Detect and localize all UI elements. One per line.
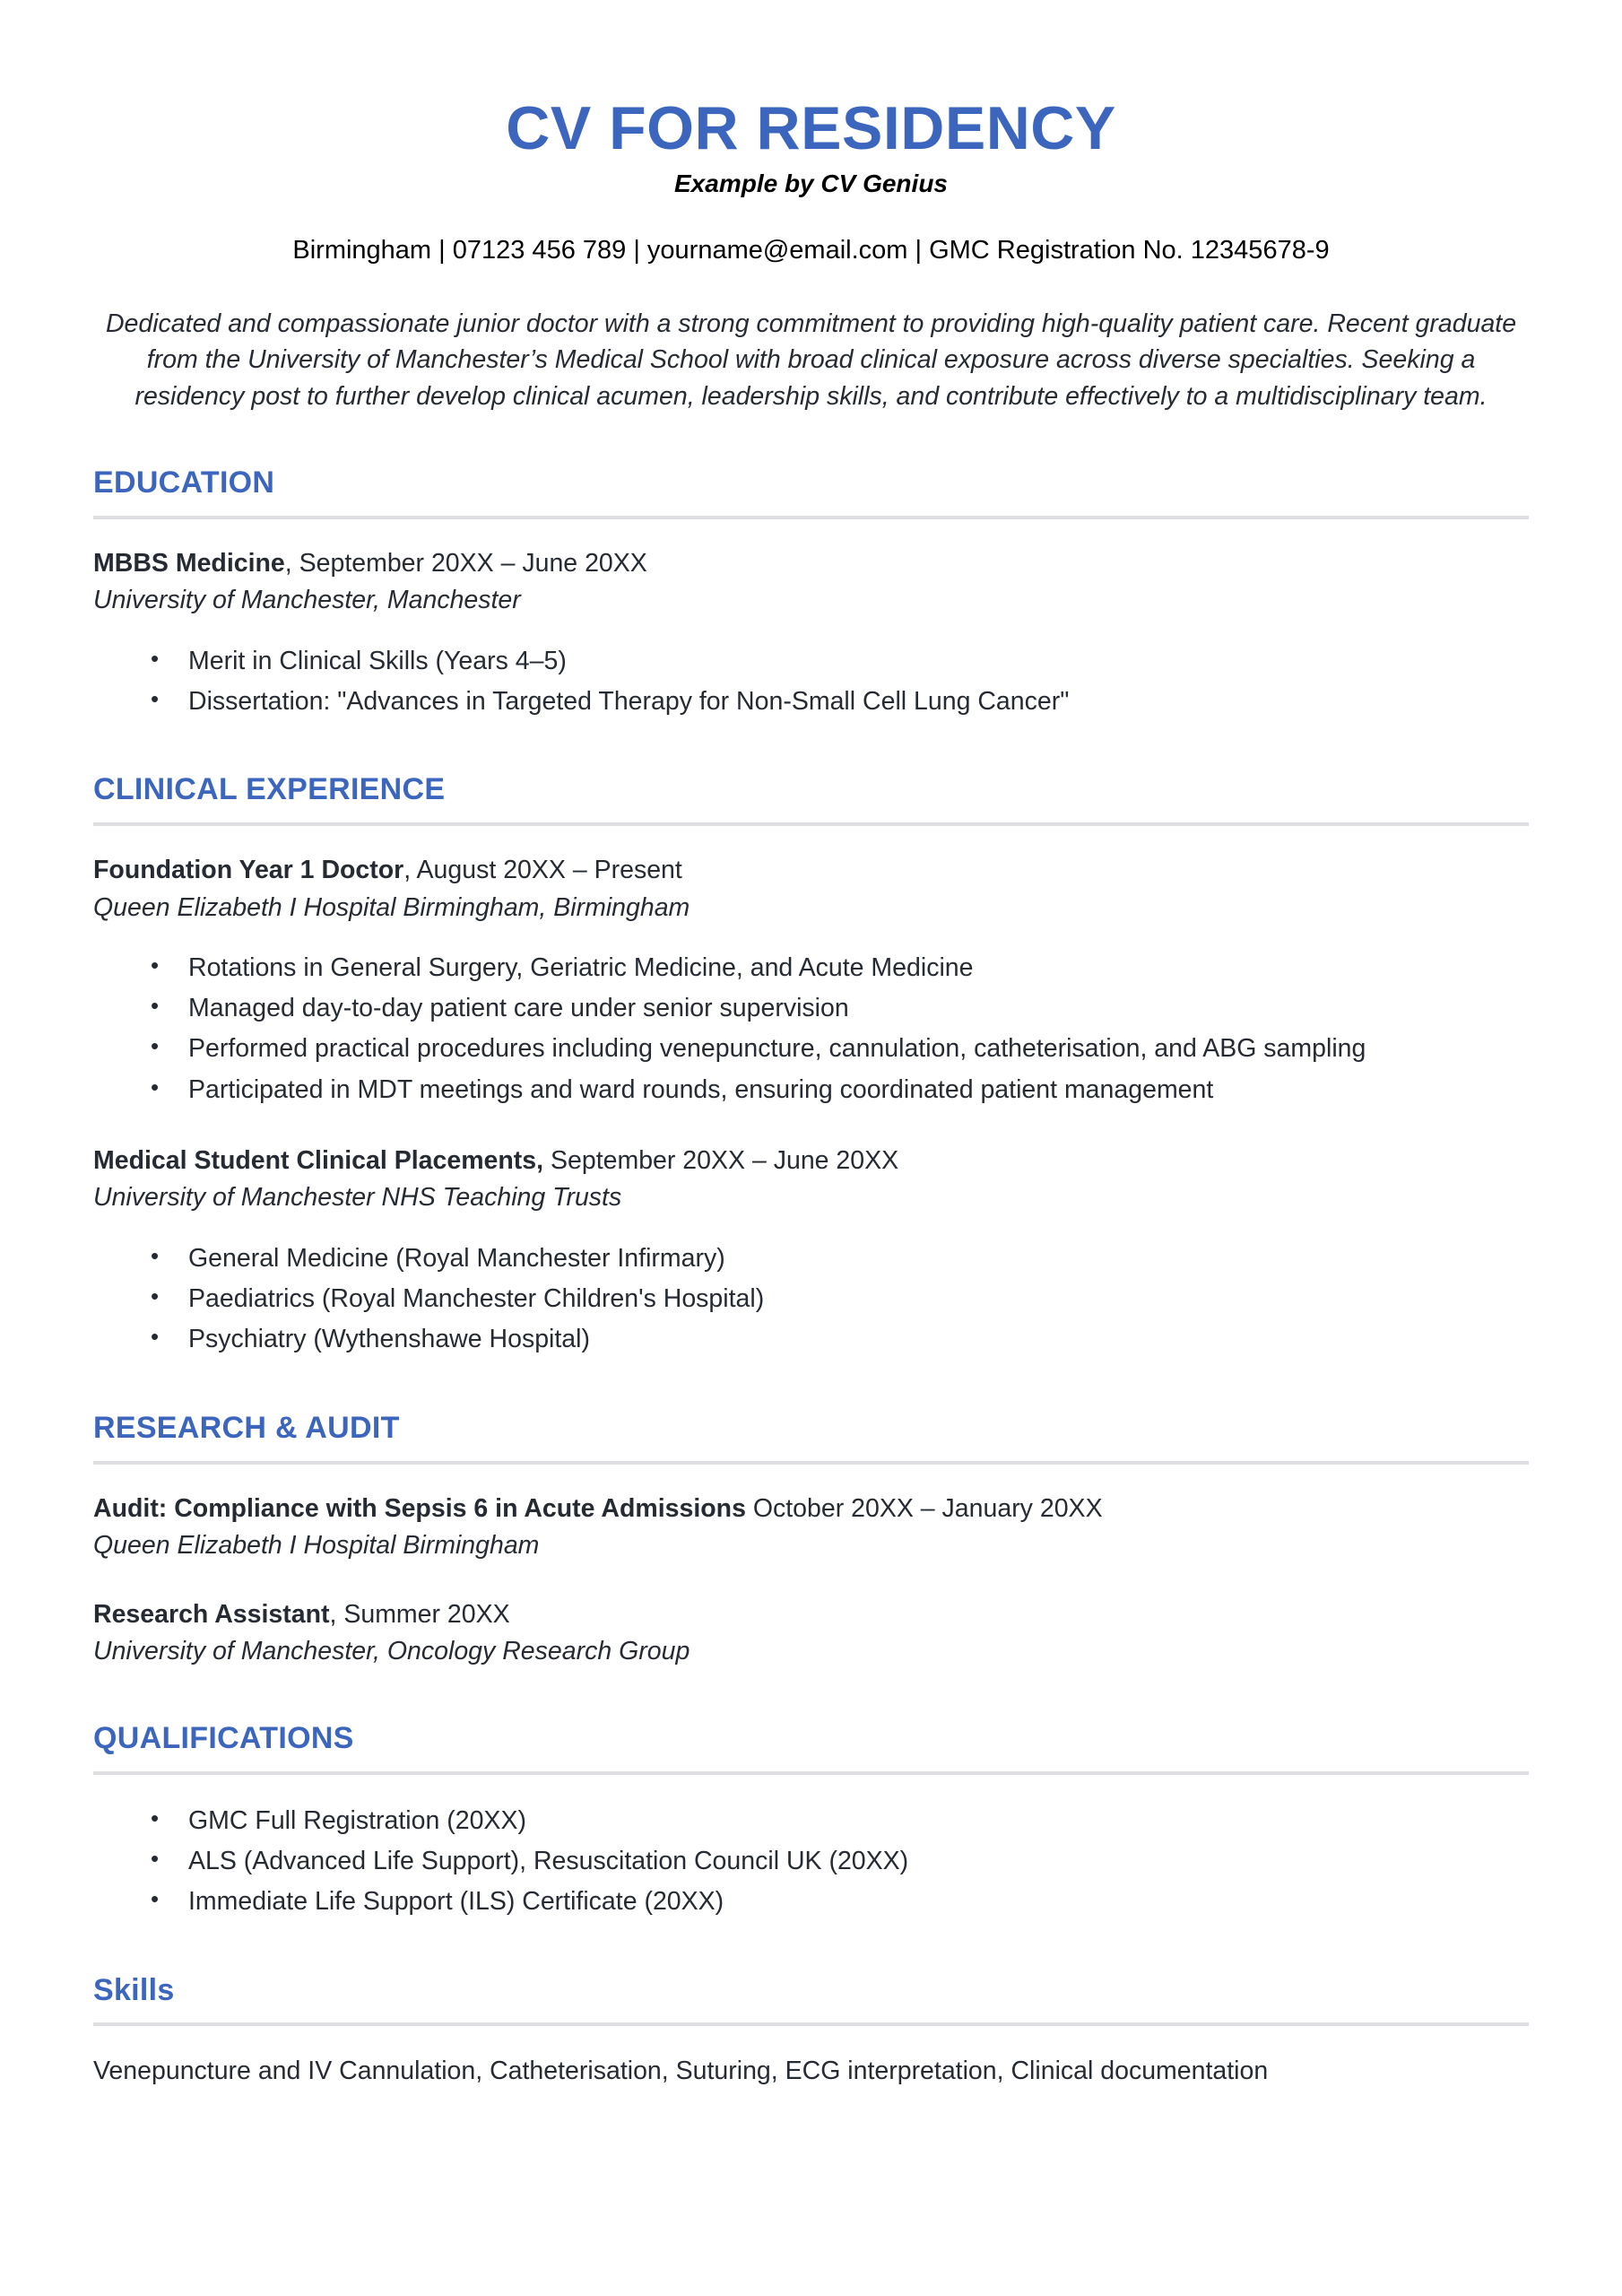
entry-organisation: Queen Elizabeth I Hospital Birmingham, Birmingham xyxy=(93,892,690,922)
entry-title xyxy=(93,1492,1529,1526)
document-subtitle: Example by CV Genius xyxy=(674,170,948,198)
education-entry xyxy=(93,546,1529,721)
list-item: • Performed practical procedures including venepuncture, cannulation, catheterisation, and ABG sampling xyxy=(93,1030,1529,1068)
entry-organisation: Queen Elizabeth I Hospital Birmingham xyxy=(93,1530,540,1560)
clinical-experience-bullet-list xyxy=(93,949,1529,1109)
section-divider xyxy=(93,1461,1529,1465)
section-heading-education: EDUCATION xyxy=(93,465,275,500)
entry-title-dates: , Summer 20XX xyxy=(329,1600,510,1630)
section-skills xyxy=(93,1972,1529,2091)
clinical-experience-entry xyxy=(93,853,1529,1109)
contact-line: Birmingham | 07123 456 789 | yourname@email.com | GMC Registration No. 12345678-9 xyxy=(292,235,1330,265)
entry-title-dates: October 20XX – January 20XX xyxy=(745,1493,1103,1523)
entry-title-bold: Research Assistant xyxy=(93,1600,330,1630)
cv-header xyxy=(93,0,1529,268)
entry-title xyxy=(93,546,1529,581)
entry-title-dates: , August 20XX – Present xyxy=(403,856,682,885)
entry-title-bold: Audit: Compliance with Sepsis 6 in Acute Admissions xyxy=(93,1493,746,1523)
clinical-experience-entry xyxy=(93,1144,1529,1360)
entry-title-bold: MBBS Medicine xyxy=(93,549,285,578)
entry-organisation: University of Manchester, Manchester xyxy=(93,586,521,615)
section-heading-skills: Skills xyxy=(93,1972,175,2007)
research-audit-entry xyxy=(93,1597,1529,1670)
skills-text: Venepuncture and IV Cannulation, Catheterisation, Suturing, ECG interpretation, Clinical documentation xyxy=(93,2057,1269,2086)
section-clinical-experience xyxy=(93,771,1529,1359)
section-qualifications xyxy=(93,1720,1529,1922)
entry-organisation: University of Manchester, Oncology Research Group xyxy=(93,1637,690,1666)
list-item: • Psychiatry (Wythenshawe Hospital) xyxy=(93,1320,1529,1359)
list-item: • Participated in MDT meetings and ward rounds, ensuring coordinated patient management xyxy=(93,1071,1529,1109)
list-item: • Rotations in General Surgery, Geriatric Medicine, and Acute Medicine xyxy=(93,949,1529,987)
entry-title xyxy=(93,853,1529,888)
section-divider xyxy=(93,516,1529,519)
entry-title xyxy=(93,1597,1529,1632)
list-item: • GMC Full Registration (20XX) xyxy=(93,1802,1529,1840)
page-title: CV FOR RESIDENCY xyxy=(506,94,1116,162)
education-bullet-list xyxy=(93,642,1529,722)
section-heading-qualifications: QUALIFICATIONS xyxy=(93,1720,354,1755)
entry-organisation: University of Manchester NHS Teaching Trusts xyxy=(93,1183,622,1213)
section-education xyxy=(93,465,1529,721)
list-item: • ALS (Advanced Life Support), Resuscitation Council UK (20XX) xyxy=(93,1842,1529,1881)
list-item: • Merit in Clinical Skills (Years 4–5) xyxy=(93,642,1529,681)
section-divider xyxy=(93,822,1529,826)
section-research-audit xyxy=(93,1410,1529,1670)
professional-summary: Dedicated and compassionate junior doctor with a strong commitment to providing high-quality patient care. Recent graduate from the University of Manchester’s Medical School with broad clinical exposure across diverse specialties. Seeking a residency post to further develop clinical acumen, leadership skills, and contribute effectively to a multidisciplinary team. xyxy=(105,309,1517,411)
clinical-placements-bullet-list xyxy=(93,1239,1529,1360)
section-heading-research-audit: RESEARCH & AUDIT xyxy=(93,1410,400,1445)
section-heading-clinical-experience: CLINICAL EXPERIENCE xyxy=(93,772,446,807)
entry-title-bold: Foundation Year 1 Doctor xyxy=(93,856,404,885)
list-item: • Dissertation: "Advances in Targeted Therapy for Non-Small Cell Lung Cancer" xyxy=(93,683,1529,721)
research-audit-entry xyxy=(93,1492,1529,1564)
section-divider xyxy=(93,1771,1529,1775)
entry-title-dates: September 20XX – June 20XX xyxy=(543,1146,899,1176)
qualifications-bullet-list xyxy=(93,1802,1529,1922)
list-item: • Immediate Life Support (ILS) Certificate (20XX) xyxy=(93,1883,1529,1921)
list-item: • Managed day-to-day patient care under senior supervision xyxy=(93,989,1529,1028)
entry-title-bold: Medical Student Clinical Placements, xyxy=(93,1146,544,1176)
section-divider xyxy=(93,2022,1529,2026)
list-item: • Paediatrics (Royal Manchester Children's Hospital) xyxy=(93,1280,1529,1318)
entry-title xyxy=(93,1144,1529,1178)
entry-title-dates: , September 20XX – June 20XX xyxy=(284,549,647,578)
list-item: • General Medicine (Royal Manchester Infirmary) xyxy=(93,1239,1529,1278)
